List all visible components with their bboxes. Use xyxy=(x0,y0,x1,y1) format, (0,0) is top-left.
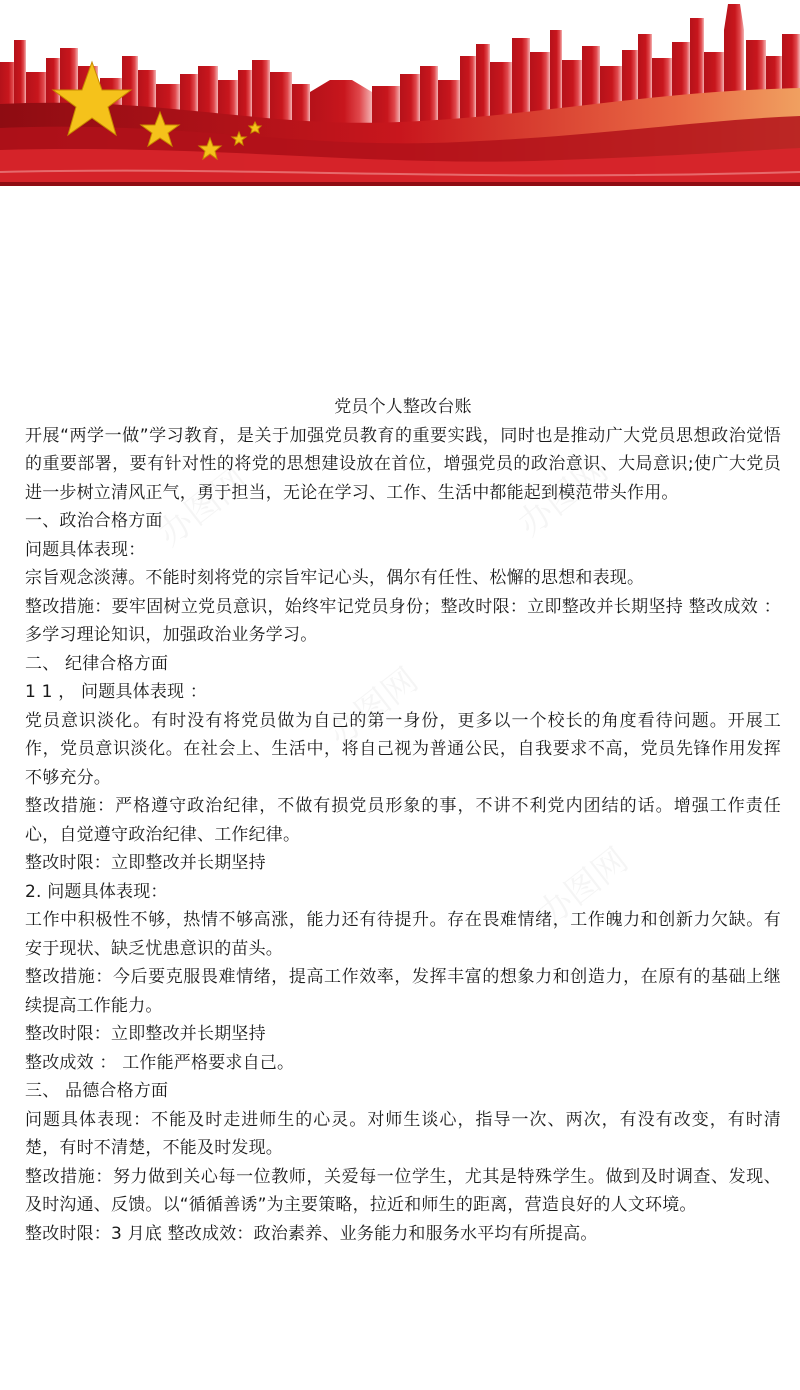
problem-text: 工作中积极性不够，热情不够高涨，能力还有待提升。存在畏难情绪，工作魄力和创新力欠缺。有安于现状、缺乏忧患意识的苗头。 xyxy=(25,910,781,959)
intro-paragraph: 开展“两学一做”学习教育，是关于加强党员教育的重要实践，同时也是推动广大党员思想政治觉悟的重要部署，要有针对性的将党的思想建设放在首位，增强党员的政治意识、大局意识;使广大党员进一步树立清风正气，勇于担当，无论在学习、工作、生活中都能起到模范带头作用。 xyxy=(25,425,781,503)
problem-text: 问题具体表现：不能及时走进师生的心灵。对师生谈心，指导一次、两次，有没有改变，有时清楚，有时不清楚，不能及时发现。 xyxy=(25,1109,781,1158)
measures-text: 整改措施：要牢固树立党员意识，始终牢记党员身份；整改时限：立即整改并长期坚持 整改成效 ： 多学习理论知识，加强政治业务学习。 xyxy=(25,596,781,645)
measures-text: 整改措施：严格遵守政治纪律，不做有损党员形象的事，不讲不利党内团结的话。增强工作责任心，自觉遵守政治纪律、工作纪律。 xyxy=(25,796,781,845)
section-heading-discipline: 二、 纪律合格方面 xyxy=(25,653,169,674)
watermark: 办图网 xyxy=(510,450,616,545)
watermark: 办图网 xyxy=(530,840,636,935)
measures-text: 整改措施：努力做到关心每一位教师，关爱每一位学生，尤其是特殊学生。做到及时调查、发现、及时沟通、反馈。以“循循善诱”为主要策略，拉近和师生的距离，营造良好的人文环境。 xyxy=(25,1166,781,1215)
deadline-text: 整改时限：立即整改并长期坚持 xyxy=(25,1024,266,1044)
problem-label: 2. 问题具体表现： xyxy=(25,881,168,902)
document-title: 党员个人整改台账 xyxy=(334,397,472,417)
watermark: 办图网 xyxy=(150,460,256,555)
problem-text: 党员意识淡化。有时没有将党员做为自己的第一身份，更多以一个校长的角度看待问题。开展工作，党员意识淡化。在社会上、生活中，将自己视为普通公民，自我要求不高，党员先锋作用发挥不够充分。 xyxy=(25,710,781,788)
problem-label: 问题具体表现： xyxy=(25,539,146,560)
watermark: 办图网 xyxy=(320,660,426,755)
deadline-result-text: 整改时限：3 月底 整改成效：政治素养、业务能力和服务水平均有所提高。 xyxy=(25,1223,598,1244)
result-text: 整改成效 ： 工作能严格要求自己。 xyxy=(25,1052,295,1073)
section-heading-political: 一、政治合格方面 xyxy=(25,511,163,531)
problem-label: 1 1 ， 问题具体表现 ： xyxy=(25,682,208,702)
document-body xyxy=(25,393,781,1248)
measures-text: 整改措施：今后要克服畏难情绪，提高工作效率，发挥丰富的想象力和创造力，在原有的基础上继续提高工作能力。 xyxy=(25,967,781,1016)
deadline-text: 整改时限：立即整改并长期坚持 xyxy=(25,853,266,873)
section-heading-morality: 三、 品德合格方面 xyxy=(25,1081,169,1101)
header-banner xyxy=(0,0,800,186)
problem-text: 宗旨观念淡薄。不能时刻将党的宗旨牢记心头，偶尔有任性、松懈的思想和表现。 xyxy=(25,568,645,588)
